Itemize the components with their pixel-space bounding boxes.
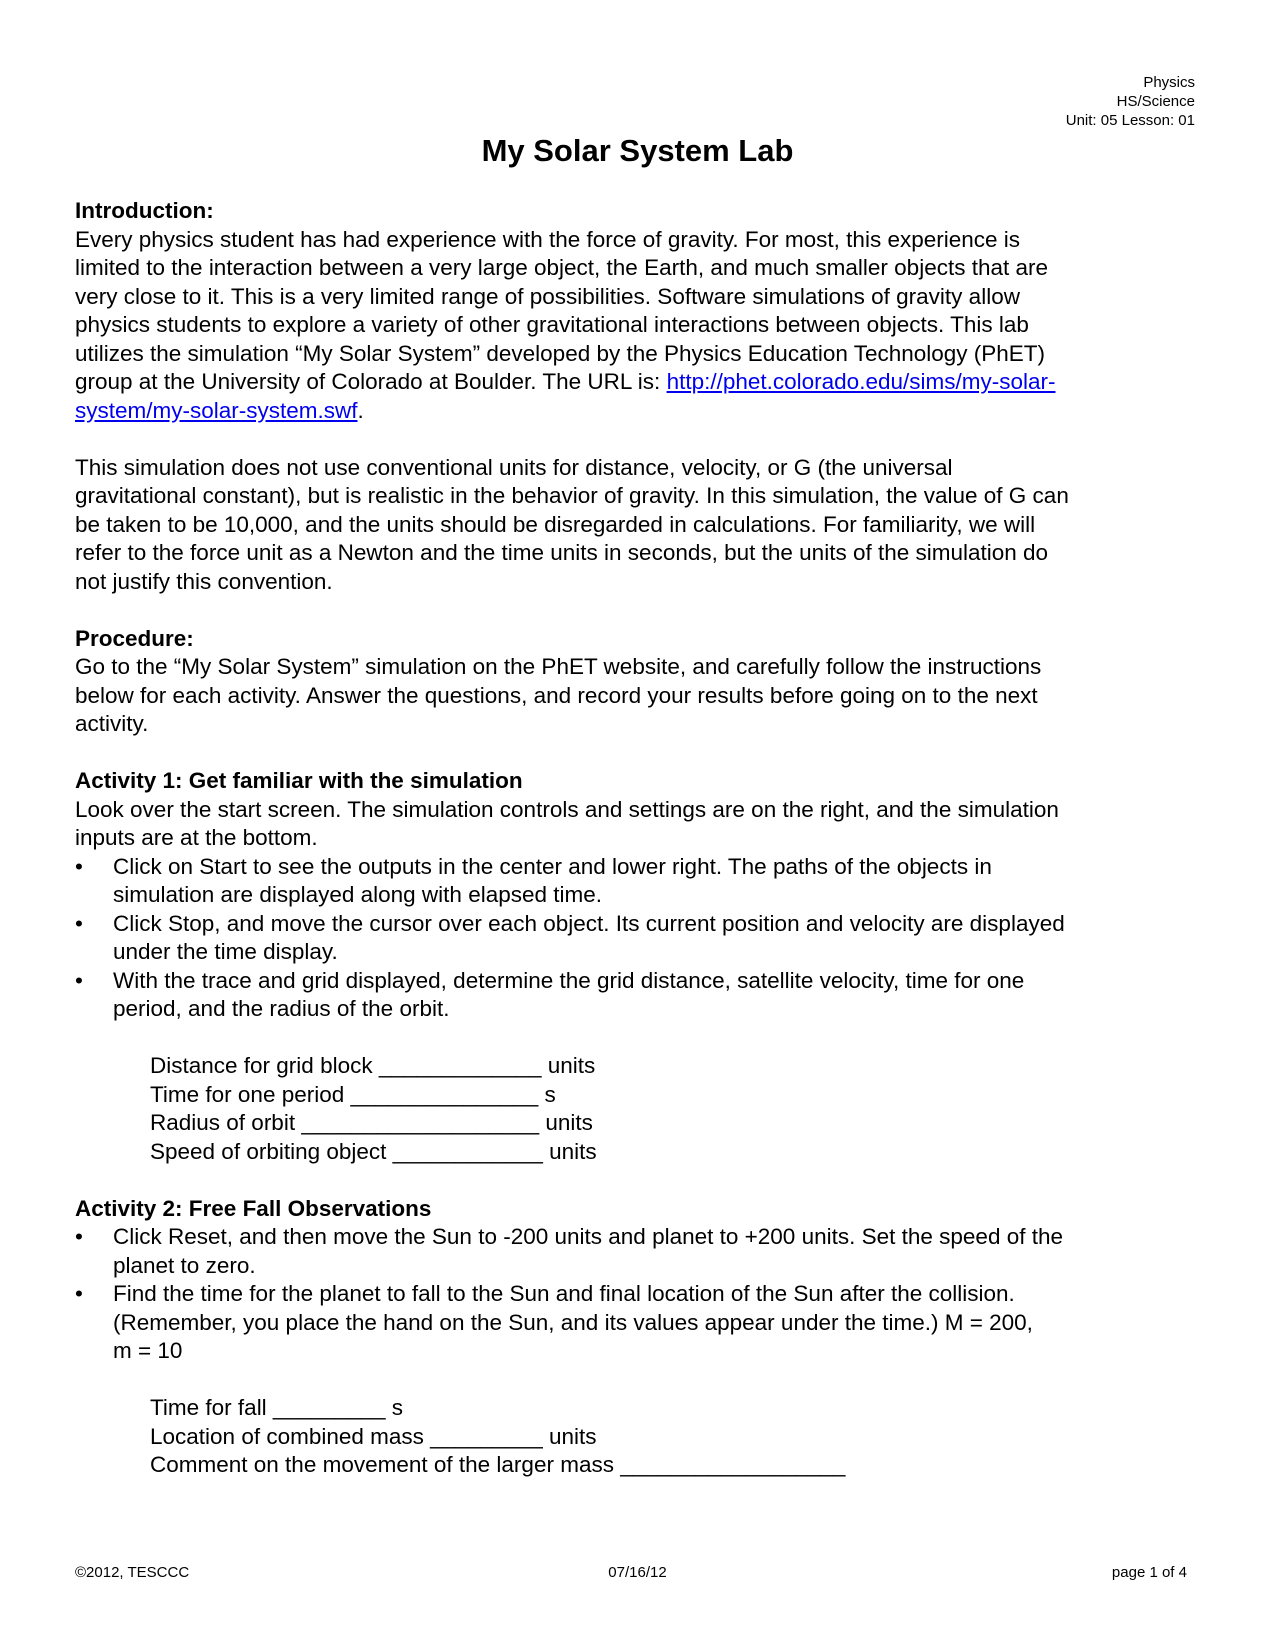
- document-body: [75, 197, 1205, 1480]
- bullet-icon: •: [75, 967, 83, 993]
- bullet-line: Find the time for the planet to fall to the Sun and final location of the Sun after the collision.: [113, 1281, 1015, 1306]
- activity-2-bullet-list: [75, 1223, 1205, 1366]
- activity-1-intro-line: Look over the start screen. The simulation controls and settings are on the right, and the simulation: [75, 796, 1059, 822]
- list-item: [75, 910, 1205, 967]
- intro-para2-line: not justify this convention.: [75, 568, 333, 594]
- intro-line: utilizes the simulation “My Solar System” developed by the Physics Education Technology (PhET): [75, 340, 1046, 366]
- intro-line: [75, 368, 1205, 397]
- procedure-section: [75, 625, 1205, 739]
- procedure-heading: Procedure:: [75, 625, 194, 651]
- footer-date: 07/16/12: [608, 1564, 667, 1581]
- intro-para2-line: gravitational constant), but is realistic in the behavior of gravity. In this simulation, the value of G can: [75, 483, 1069, 508]
- intro-line: Every physics student has had experience with the force of gravity. For most, this experience is: [75, 226, 1021, 252]
- document-header-info: [1066, 73, 1195, 130]
- introduction-section: [75, 197, 1205, 596]
- list-item: [75, 967, 1205, 1024]
- intro-line-text: group at the University of Colorado at Boulder. The URL is:: [75, 369, 667, 394]
- list-item: [75, 1223, 1205, 1280]
- larger-mass-comment-field[interactable]: Comment on the movement of the larger mass __________________: [150, 1452, 846, 1477]
- bullet-icon: •: [75, 1224, 83, 1249]
- bullet-icon: •: [75, 910, 83, 936]
- header-level: HS/Science: [1116, 93, 1195, 110]
- bullet-icon: •: [75, 1281, 83, 1306]
- intro-line: very close to it. This is a very limited range of possibilities. Software simulations of gravity allow: [75, 283, 1020, 309]
- intro-url-period: .: [357, 397, 364, 423]
- activity-2-section: [75, 1195, 1205, 1480]
- footer-copyright: ©2012, TESCCC: [75, 1564, 190, 1581]
- bullet-line: under the time display.: [113, 939, 338, 964]
- header-unit-lesson: Unit: 05 Lesson: 01: [1065, 112, 1195, 129]
- bullet-line: planet to zero.: [113, 1252, 256, 1278]
- intro-para2-line: This simulation does not use conventional units for distance, velocity, or G (the universal: [75, 454, 953, 480]
- intro-line: physics students to explore a variety of other gravitational interactions between objects. This lab: [75, 312, 1029, 337]
- spacer: [75, 425, 1205, 454]
- phet-url-link-part2[interactable]: system/my-solar-system.swf: [75, 397, 358, 423]
- bullet-line: With the trace and grid displayed, determine the grid distance, satellite velocity, time for one: [113, 967, 1025, 993]
- activity-1-section: [75, 767, 1205, 1166]
- orbit-radius-field[interactable]: Radius of orbit ___________________ units: [150, 1110, 593, 1135]
- activity-2-heading: Activity 2: Free Fall Observations: [75, 1195, 432, 1221]
- activity-1-bullet-list: [75, 853, 1205, 1024]
- bullet-line: period, and the radius of the orbit.: [113, 996, 450, 1021]
- intro-line: limited to the interaction between a very large object, the Earth, and much smaller objects that are: [75, 255, 1049, 280]
- grid-distance-field[interactable]: Distance for grid block _____________ units: [150, 1053, 596, 1078]
- header-subject: Physics: [1143, 74, 1195, 91]
- bullet-line: Click on Start to see the outputs in the center and lower right. The paths of the objects in: [113, 853, 992, 879]
- footer-page-number: page 1 of 4: [1111, 1564, 1187, 1581]
- procedure-line: Go to the “My Solar System” simulation on the PhET website, and carefully follow the instructions: [75, 654, 1042, 679]
- document-title: My Solar System Lab: [481, 133, 794, 168]
- activity-2-answer-fields: [150, 1394, 1205, 1480]
- intro-para2-line: refer to the force unit as a Newton and the time units in seconds, but the units of the simulation do: [75, 540, 1049, 565]
- spacer: [75, 596, 1205, 625]
- spacer: [75, 1366, 1205, 1395]
- bullet-line: (Remember, you place the hand on the Sun, and its values appear under the time.) M = 200,: [113, 1309, 1033, 1335]
- activity-1-heading: Activity 1: Get familiar with the simulation: [75, 768, 523, 793]
- bullet-line: m = 10: [113, 1338, 183, 1363]
- activity-1-answer-fields: [150, 1052, 1205, 1166]
- activity-1-intro-line: inputs are at the bottom.: [75, 825, 318, 850]
- intro-para2-line: be taken to be 10,000, and the units should be disregarded in calculations. For familiarity, we will: [75, 511, 1036, 537]
- phet-url-link-part1[interactable]: http://phet.colorado.edu/sims/my-solar-: [666, 369, 1056, 394]
- procedure-line: below for each activity. Answer the questions, and record your results before going on to the next: [75, 682, 1038, 708]
- intro-line: [75, 397, 1205, 426]
- list-item: [75, 1280, 1205, 1366]
- procedure-line: activity.: [75, 711, 149, 736]
- spacer: [75, 1166, 1205, 1195]
- period-time-field[interactable]: Time for one period _______________ s: [150, 1081, 556, 1107]
- bullet-line: Click Stop, and move the cursor over each object. Its current position and velocity are displayed: [113, 910, 1065, 936]
- combined-mass-location-field[interactable]: Location of combined mass _________ units: [150, 1423, 597, 1449]
- spacer: [75, 1024, 1205, 1053]
- introduction-heading: Introduction:: [75, 198, 214, 223]
- orbit-speed-field[interactable]: Speed of orbiting object ____________ units: [150, 1138, 597, 1164]
- bullet-line: simulation are displayed along with elapsed time.: [113, 882, 603, 907]
- bullet-icon: •: [75, 853, 83, 879]
- list-item: [75, 853, 1205, 910]
- bullet-line: Click Reset, and then move the Sun to -200 units and planet to +200 units. Set the speed of the: [113, 1224, 1063, 1249]
- fall-time-field[interactable]: Time for fall _________ s: [150, 1395, 404, 1420]
- spacer: [75, 739, 1205, 768]
